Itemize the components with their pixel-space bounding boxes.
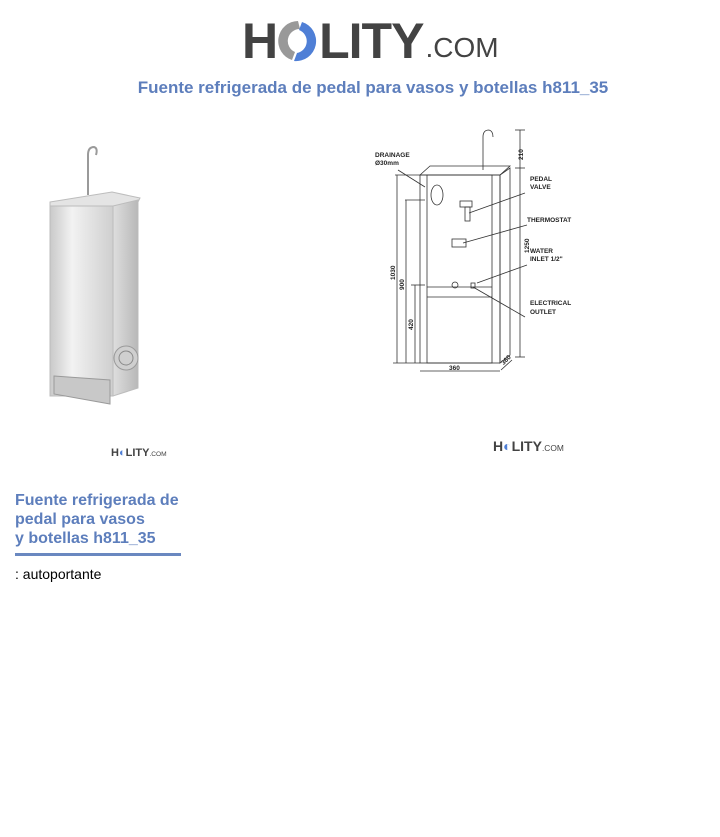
product-subtitle: Fuente refrigerada de pedal para vasos y botellas h811_35 <box>15 492 179 547</box>
svg-text:420: 420 <box>408 319 415 330</box>
svg-text:DRAINAGE: DRAINAGE <box>375 152 410 159</box>
svg-text:210: 210 <box>518 149 525 160</box>
technical-diagram <box>365 125 585 380</box>
logo-com: .COM <box>425 32 499 63</box>
svg-text:1250: 1250 <box>524 238 531 253</box>
diagram-watermark-logo: H ◐ LITY .COM <box>493 438 564 454</box>
svg-text:THERMOSTAT: THERMOSTAT <box>527 217 572 224</box>
svg-text:WATER: WATER <box>530 248 553 255</box>
svg-text:ELECTRICAL: ELECTRICAL <box>530 300 572 307</box>
svg-text:OUTLET: OUTLET <box>530 309 556 316</box>
svg-text:900: 900 <box>399 279 406 290</box>
logo-text: LITY <box>319 13 424 69</box>
logo-letter-h: H <box>242 13 278 69</box>
svg-text:360: 360 <box>500 354 513 367</box>
svg-text:1030: 1030 <box>390 265 397 280</box>
svg-text:VALVE: VALVE <box>530 184 551 191</box>
holity-logo <box>242 10 499 69</box>
svg-text:PEDAL: PEDAL <box>530 176 553 183</box>
feature-text: : autoportante <box>15 566 102 582</box>
product-photo <box>40 140 150 415</box>
logo-o-icon <box>278 19 318 63</box>
svg-text:INLET 1/2": INLET 1/2" <box>530 256 563 263</box>
page-title: Fuente refrigerada de pedal para vasos y botellas h811_35 <box>137 78 609 97</box>
svg-text:360: 360 <box>449 365 460 372</box>
svg-text:Ø30mm: Ø30mm <box>375 160 399 167</box>
title-divider <box>15 553 181 556</box>
photo-watermark-logo: H ◐ LITY .COM <box>111 447 167 459</box>
